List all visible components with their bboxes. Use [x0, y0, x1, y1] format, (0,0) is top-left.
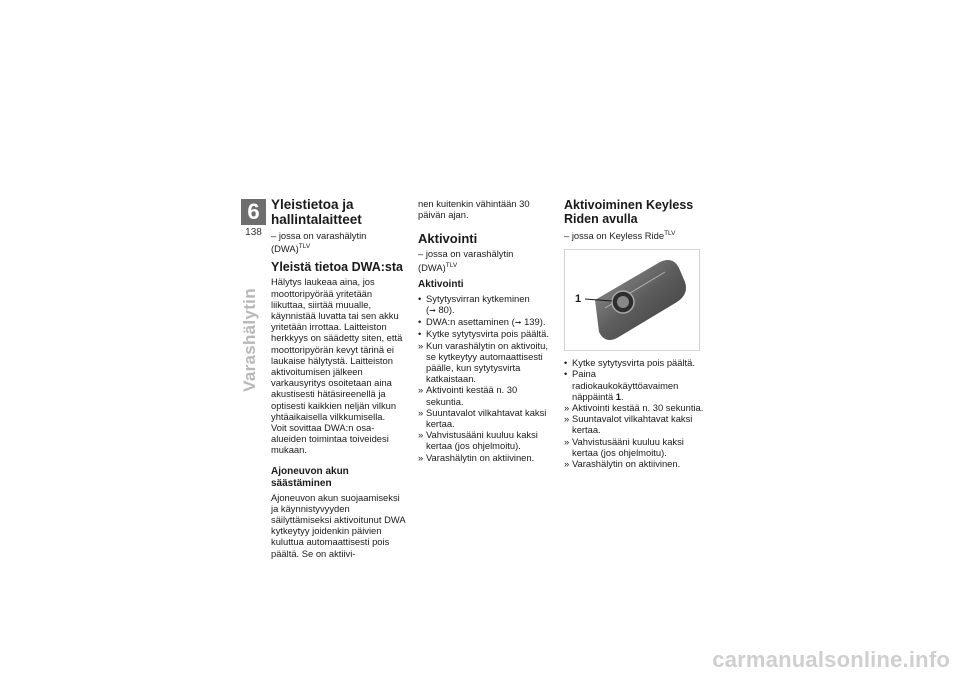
page-number: 138: [245, 227, 262, 238]
chapter-side-title: Varashälytin: [240, 288, 259, 392]
page-ref-link[interactable]: 139: [524, 316, 540, 328]
equipment-note: – jossa on Keyless Ride$^{TLV}$: [564, 230, 676, 241]
subheading: Ajoneuvon akun säästäminen: [271, 465, 349, 489]
instruction-list: [564, 357, 704, 469]
paragraph: Ajoneuvon akun suojaamiseksi ja käynnistyvyyden säilyttämiseksi aktivoitunut DWA kytkeytyy joidenkin päivien kuluttua automaattisesti pois päältä. Se on aktiivi-: [271, 491, 406, 559]
subheading: Aktivointi: [418, 278, 464, 290]
subsection-title: Aktivointi: [418, 231, 478, 247]
list-item: • Kytke sytytysvirta pois päältä.: [418, 328, 554, 339]
list-item: » Varashälytin on aktiivinen.: [564, 458, 704, 469]
section-title: Yleistietoa ja hallintalaitteet: [271, 197, 362, 227]
paragraph: nen kuitenkin vähintään 30 päivän ajan.: [418, 198, 530, 221]
list-item: • DWA:n asettaminen (➞ 139).: [418, 316, 554, 328]
paragraph: Voit sovittaa DWA:n osa-alueiden toimintaa toiveidesi mukaan.: [271, 422, 389, 456]
page-ref-arrow-icon: ➞: [514, 318, 522, 328]
key-fob-icon: [565, 250, 699, 350]
list-item: » Kun varashälytin on aktivoitu, se kytkeytyy automaattisesti päälle, kun sytytysvirta katkaistaan.: [418, 340, 554, 385]
list-item: • Kytke sytytysvirta pois päältä.: [564, 357, 704, 368]
list-item: • Paina radiokaukokäyttöavaimen näppäintä 1.: [564, 368, 704, 402]
callout-label: 1: [571, 292, 585, 306]
column-1: [271, 198, 407, 559]
list-item: » Vahvistusääni kuuluu kaksi kertaa (jos ohjelmoitu).: [564, 436, 704, 458]
watermark: carmanualsonline.info: [712, 647, 950, 672]
list-item: » Aktivointi kestää n. 30 sekuntia.: [564, 402, 704, 413]
list-item: » Suuntavalot vilkahtavat kaksi kertaa.: [564, 413, 704, 435]
list-item: » Suuntavalot vilkahtavat kaksi kertaa.: [418, 407, 554, 429]
key-fob-figure: [564, 249, 700, 351]
column-2: [418, 198, 554, 463]
page-ref-link[interactable]: 80: [438, 304, 449, 316]
instruction-list: [418, 293, 554, 463]
equipment-note: – jossa on varashälytin (DWA)$^{TLV}$: [418, 248, 514, 273]
subsection-title: Aktivoiminen Keyless Riden avulla: [564, 198, 694, 226]
list-item: » Aktivointi kestää n. 30 sekuntia.: [418, 384, 554, 406]
column-3: [564, 198, 704, 469]
equipment-note: – jossa on varashälytin (DWA)$^{TLV}$: [271, 230, 367, 255]
list-item: » Varashälytin on aktiivinen.: [418, 452, 554, 463]
subsection-title: Yleistä tietoa DWA:sta: [271, 260, 403, 275]
chapter-number: 6: [241, 199, 266, 225]
list-item: • Sytytysvirran kytkeminen (➞ 80).: [418, 293, 554, 316]
paragraph: Hälytys laukeaa aina, jos moottoripyörää yritetään liikuttaa, siirtää muualle, käynnistää luvatta tai sen akku yritetään irrottaa. Laitteiston herkkyys on säädetty siten, että moottoripyörän kevyt tärinä ei laukaise hälytystä. Laitteiston aktivoitumisen jälkeen varkausyritys osoitetaan aina akustisesti hätäsireenellä ja optisesti kaikkien neljän vilkun yhtäaikaisella vilkkumisella.: [271, 276, 403, 422]
list-item: » Vahvistusääni kuuluu kaksi kertaa (jos ohjelmoitu).: [418, 429, 554, 451]
page-ref-arrow-icon: ➞: [429, 306, 436, 316]
